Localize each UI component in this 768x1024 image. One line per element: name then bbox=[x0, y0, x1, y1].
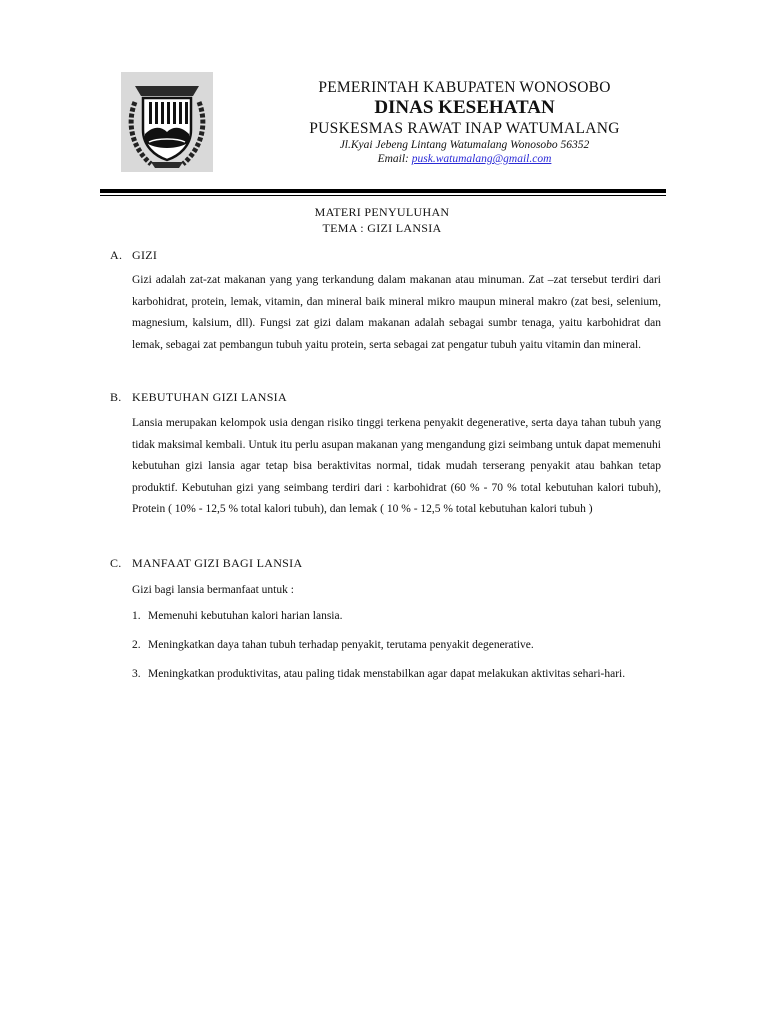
list-item-text: Meningkatkan daya tahan tubuh terhadap penyakit, terutama penyakit degenerative. bbox=[148, 639, 534, 651]
regency-emblem-icon bbox=[121, 72, 213, 172]
section-a-paragraph: Gizi adalah zat-zat makanan yang yang terkandung dalam makanan atau minuman. Zat –zat tersebut terdiri dari karbohidrat, protein, lemak, vitamin, dan mineral baik mineral mikro maupun mineral makro (zat besi, selenium, magnesium, kalsium, dll). Fungsi zat gizi dalam makanan adalah sebagai sumbr tenaga, yaitu karbohidrat dan lemak, sebagai zat pembangun tubuh yaitu protein, serta sebagai zat pengatur tubuh yaitu vitamin dan mineral. bbox=[132, 274, 661, 351]
title-line-1: MATERI PENYULUHAN bbox=[314, 205, 450, 219]
list-item-text: Memenuhi kebutuhan kalori harian lansia. bbox=[148, 610, 343, 622]
list-item bbox=[132, 638, 661, 653]
list-item-number: 3. bbox=[132, 668, 141, 680]
section-b-heading bbox=[110, 390, 287, 405]
email-link[interactable]: pusk.watumalang@gmail.com bbox=[411, 153, 552, 165]
list-item-text: Meningkatkan produktivitas, atau paling tidak menstabilkan agar dapat melakukan aktivitas sehari-hari. bbox=[148, 668, 626, 680]
section-c-title: MANFAAT GIZI BAGI LANSIA bbox=[132, 556, 303, 570]
section-c-marker: C. bbox=[110, 556, 122, 570]
section-a-title: GIZI bbox=[132, 248, 158, 262]
document-title bbox=[232, 204, 532, 236]
list-item-number: 2. bbox=[132, 639, 141, 651]
benefits-list bbox=[132, 609, 661, 682]
section-b-marker: B. bbox=[110, 390, 122, 404]
letterhead-address: Jl.Kyai Jebeng Lintang Watumalang Wonosobo 56352 bbox=[339, 139, 590, 151]
section-c-heading bbox=[110, 556, 302, 571]
list-item bbox=[132, 667, 661, 682]
letterhead-puskesmas: PUSKESMAS RAWAT INAP WATUMALANG bbox=[309, 120, 620, 137]
letterhead-rule-thin bbox=[100, 195, 666, 196]
email-label: Email: bbox=[377, 153, 412, 165]
letterhead-department: DINAS KESEHATAN bbox=[374, 97, 555, 118]
title-line-2: TEMA : GIZI LANSIA bbox=[322, 221, 442, 235]
section-b-paragraph: Lansia merupakan kelompok usia dengan risiko tinggi terkena penyakit degenerative, serta daya tahan tubuh yang tidak maksimal kembali. Untuk itu perlu asupan makanan yang mengandung gizi seimbang untuk dapat memenuhi kebutuhan gizi lansia agar tetap bisa beraktivitas normal, tidak mudah terserang penyakit atau bahkan tetap produktif. Kebutuhan gizi yang seimbang terdiri dari : karbohidrat (60 % - 70 % total kebutuhan kalori tubuh), Protein ( 10% - 12,5 % total kalori tubuh), dan lemak ( 10 % - 12,5 % total kebutuhan kalori tubuh ) bbox=[132, 417, 661, 515]
list-item-number: 1. bbox=[132, 610, 141, 622]
section-c-intro: Gizi bagi lansia bermanfaat untuk : bbox=[132, 584, 294, 596]
list-item bbox=[132, 609, 661, 624]
letterhead-rule-thick bbox=[100, 189, 666, 193]
letterhead bbox=[262, 78, 667, 166]
section-a-marker: A. bbox=[110, 248, 123, 262]
section-b-title: KEBUTUHAN GIZI LANSIA bbox=[132, 390, 287, 404]
letterhead-email-line bbox=[262, 152, 667, 166]
section-a-heading bbox=[110, 248, 157, 263]
letterhead-government: PEMERINTAH KABUPATEN WONOSOBO bbox=[318, 79, 611, 96]
